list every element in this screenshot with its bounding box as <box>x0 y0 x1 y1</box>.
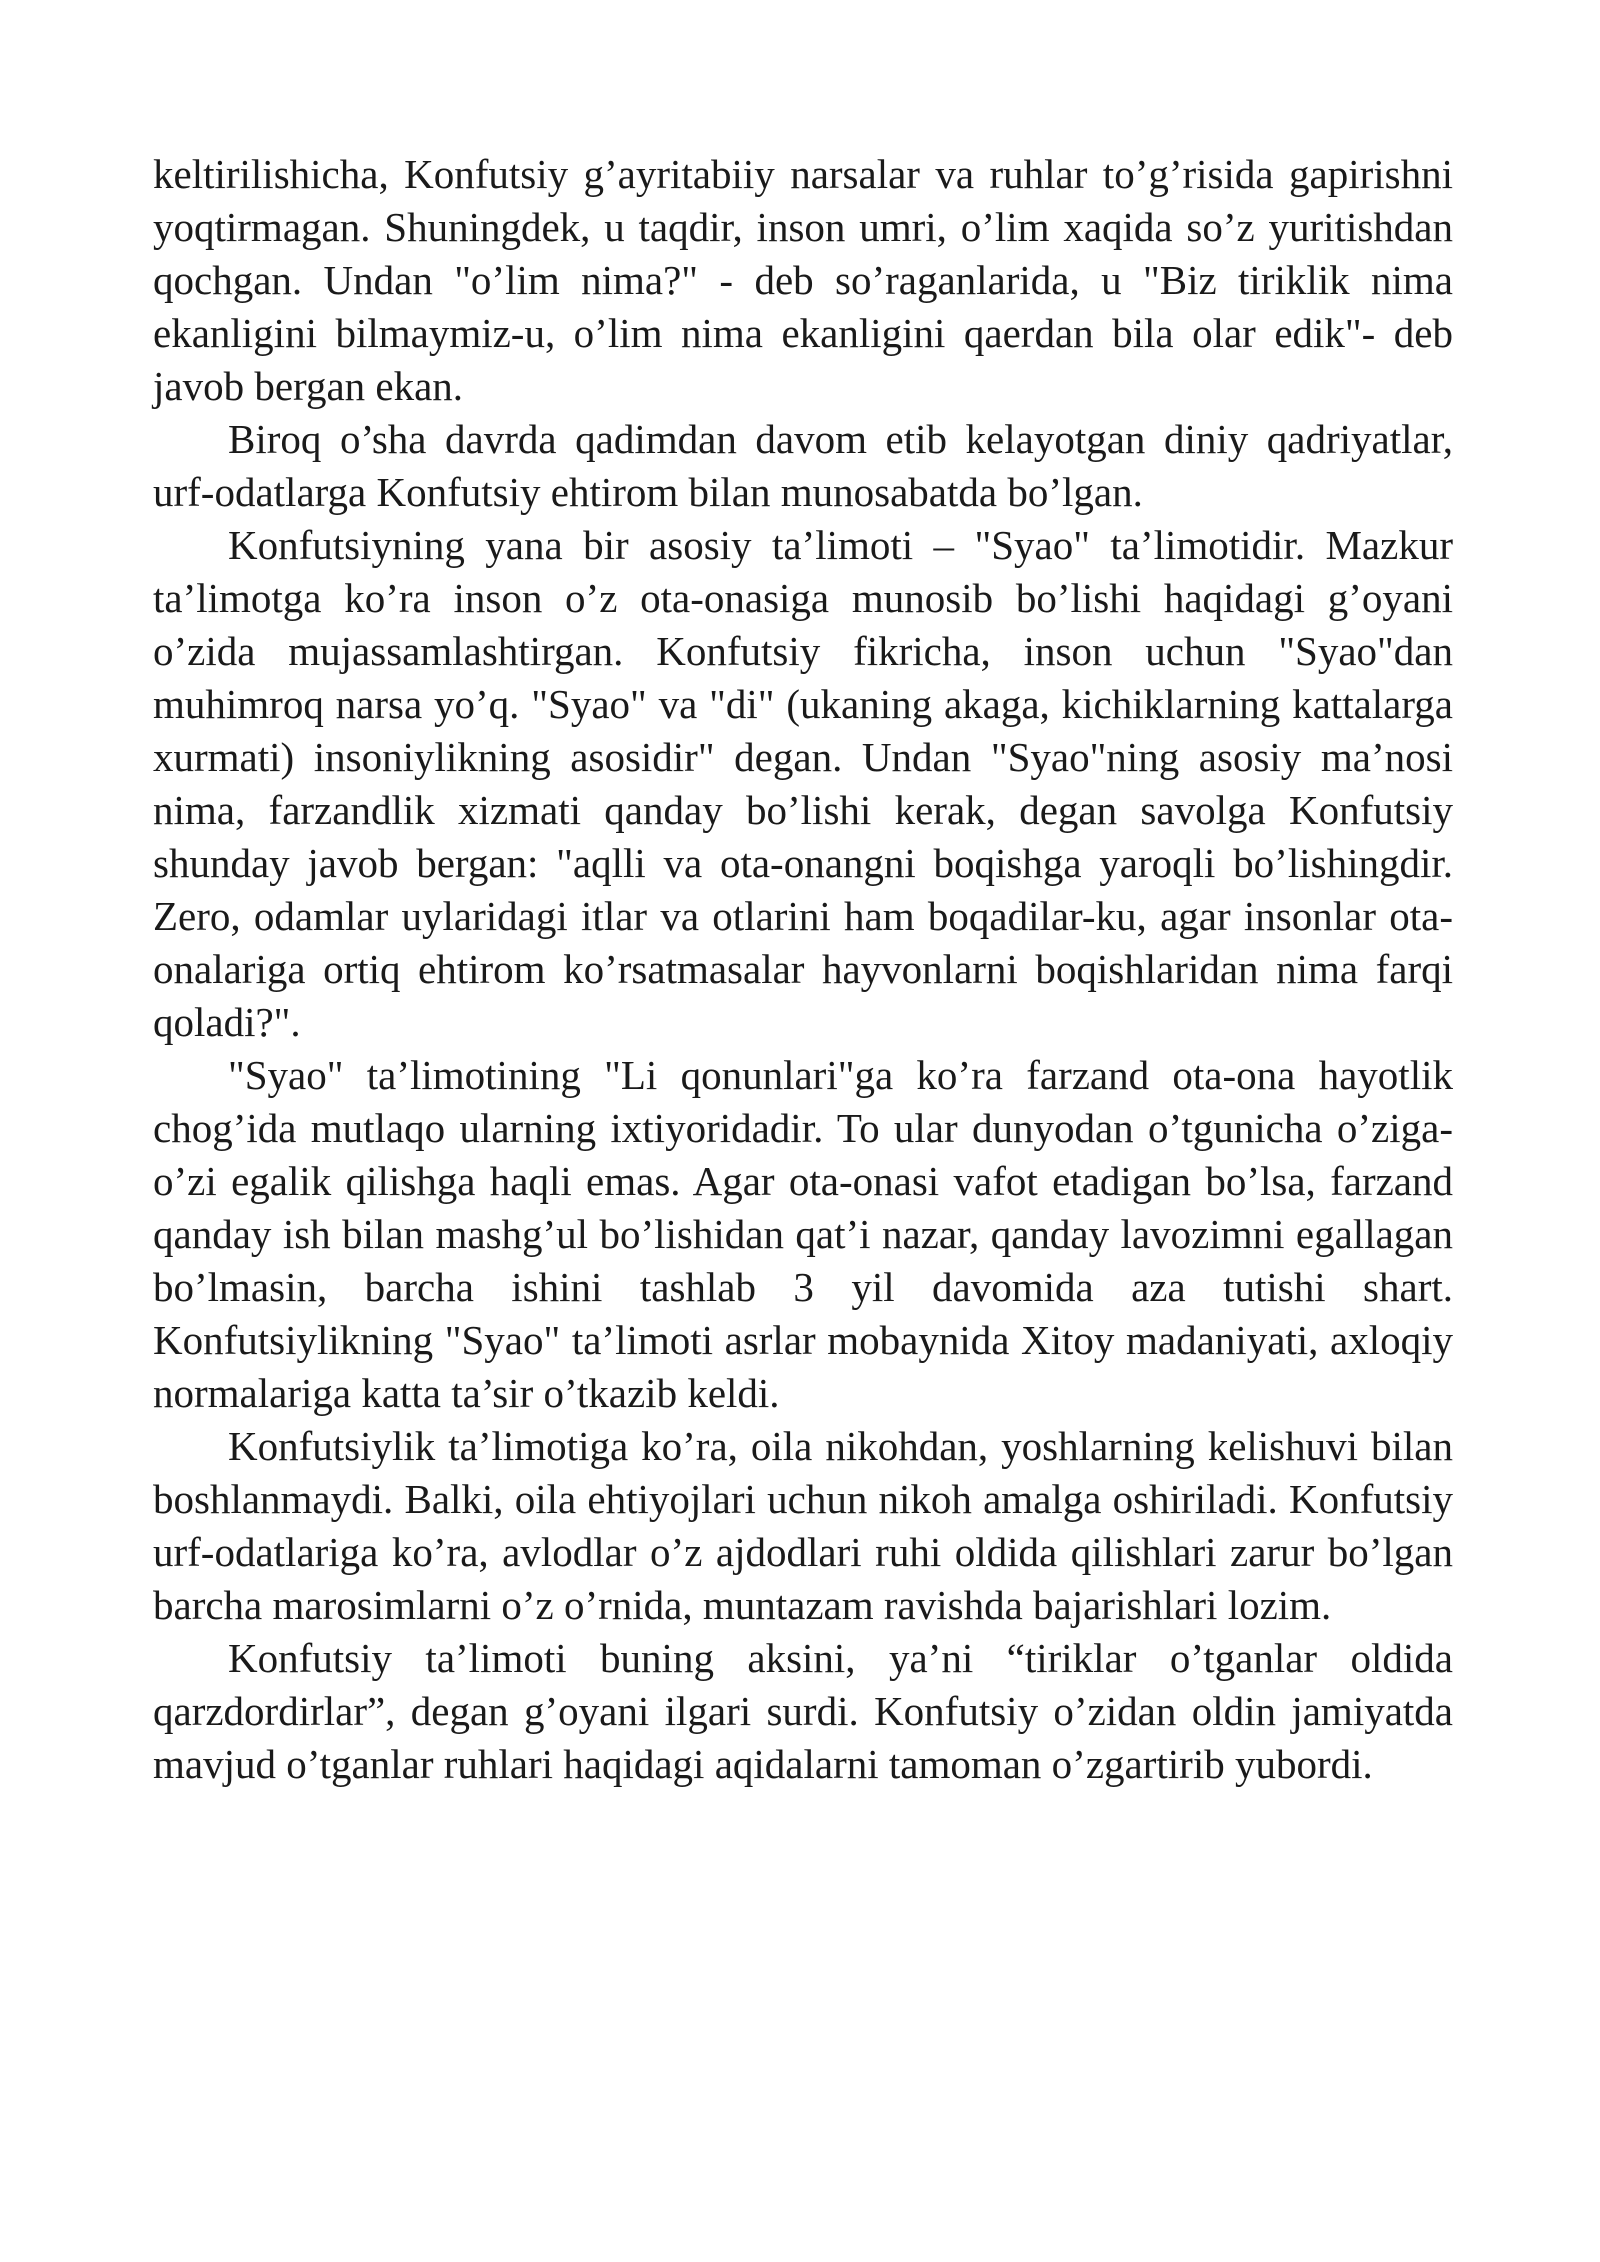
paragraph: "Syao" ta’limotining "Li qonunlari"ga ko’ra farzand ota-ona hayotlik chog’ida mutlaqo ularning ixtiyoridadir. To ular dunyodan o’tgunicha o’ziga-o’zi egalik qilishga haqli emas. Agar ota-onasi vafot etadigan bo’lsa, farzand qanday ish bilan mashg’ul bo’lishidan qat’i nazar, qanday lavozimni egallagan bo’lmasin, barcha ishini tashlab 3 yil davomida aza tutishi shart. Konfutsiylikning "Syao" ta’limoti asrlar mobaynida Xitoy madaniyati, axloqiy normalariga katta ta’sir o’tkazib keldi. <box>153 1052 1453 1416</box>
paragraph: Biroq o’sha davrda qadimdan davom etib kelayotgan diniy qadriyatlar, urf-odatlarga Konfutsiy ehtirom bilan munosabatda bo’lgan. <box>153 416 1453 515</box>
paragraph: Konfutsiylik ta’limotiga ko’ra, oila nikohdan, yoshlarning kelishuvi bilan boshlanmaydi. Balki, oila ehtiyojlari uchun nikoh amalga oshiriladi. Konfutsiy urf-odatlariga ko’ra, avlodlar o’z ajdodlari ruhi oldida qilishlari zarur bo’lgan barcha marosimlarni o’z o’rnida, muntazam ravishda bajarishlari lozim. <box>153 1423 1453 1628</box>
paragraph: Konfutsiy ta’limoti buning aksini, ya’ni “tiriklar o’tganlar oldida qarzdordirlar”, degan g’oyani ilgari surdi. Konfutsiy o’zidan oldin jamiyatda mavjud o’tganlar ruhlari haqidagi aqidalarni tamoman o’zgartirib yubordi. <box>153 1635 1453 1787</box>
paragraph: Konfutsiyning yana bir asosiy ta’limoti – "Syao" ta’limotidir. Mazkur ta’limotga ko’ra inson o’z ota-onasiga munosib bo’lishi haqidagi g’oyani o’zida mujassamlashtirgan. Konfutsiy fikricha, inson uchun "Syao"dan muhimroq narsa yo’q. "Syao" va "di" (ukaning akaga, kichiklarning kattalarga xurmati) insoniylikning asosidir" degan. Undan "Syao"ning asosiy ma’nosi nima, farzandlik xizmati qanday bo’lishi kerak, degan savolga Konfutsiy shunday javob bergan: "aqlli va ota-onangni boqishga yaroqli bo’lishingdir. Zero, odamlar uylaridagi itlar va otlarini ham boqadilar-ku, agar insonlar ota-onalariga ortiq ehtirom ko’rsatmasalar hayvonlarni boqishlaridan nima farqi qoladi?". <box>153 522 1453 1045</box>
document-page <box>153 148 1453 1791</box>
paragraph-continuation: keltirilishicha, Konfutsiy g’ayritabiiy narsalar va ruhlar to’g’risida gapirishni yoqtirmagan. Shuningdek, u taqdir, inson umri, o’lim xaqida so’z yuritishdan qochgan. Undan "o’lim nima?" - deb so’raganlarida, u "Biz tiriklik nima ekanligini bilmaymiz-u, o’lim nima ekanligini qaerdan bila olar edik"- deb javob bergan ekan. <box>153 151 1453 409</box>
